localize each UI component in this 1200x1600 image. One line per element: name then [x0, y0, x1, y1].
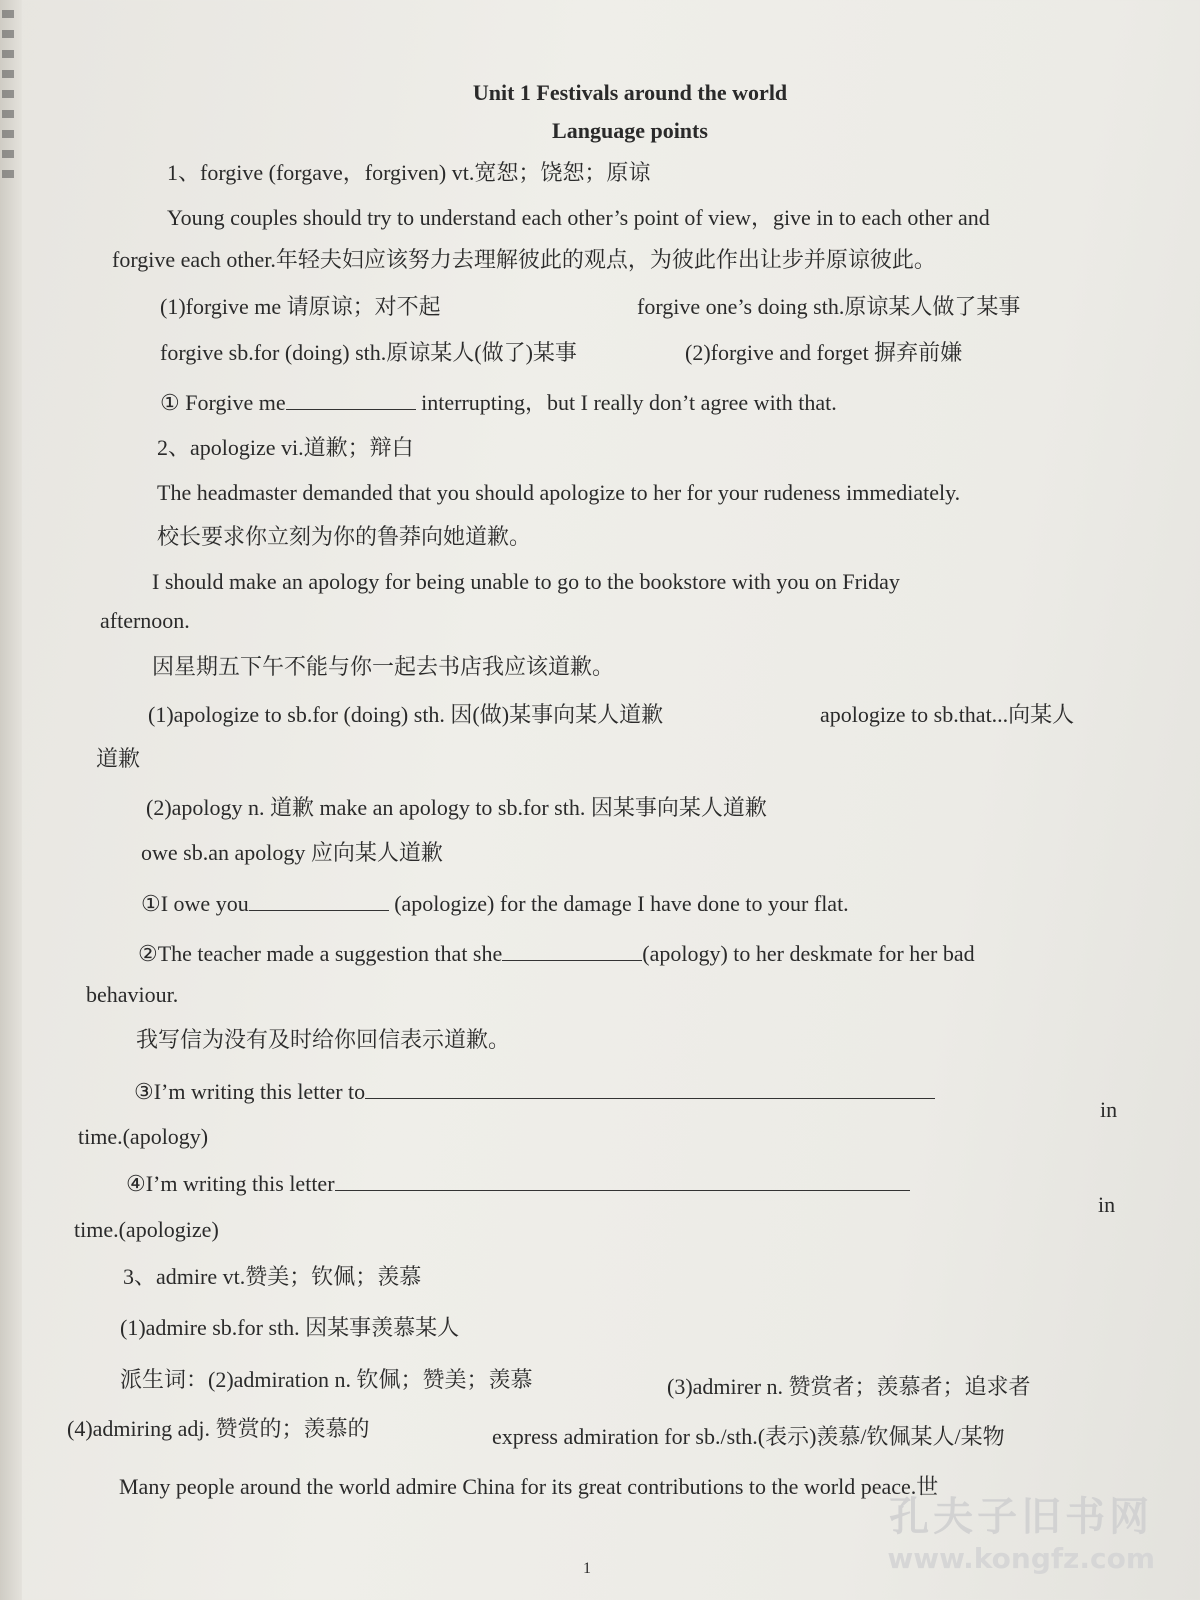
- answer-blank[interactable]: [286, 387, 416, 410]
- page-number: 1: [583, 1560, 591, 1577]
- watermark-url: www.kongfz.com: [887, 1542, 1155, 1575]
- section-title: Language points: [552, 118, 708, 143]
- text-line: (2)apology n. 道歉 make an apology to sb.for sth. 因某事向某人道歉: [146, 795, 767, 820]
- exercise-line: ①I owe you (apologize) for the damage I have done to your flat.: [141, 888, 849, 919]
- answer-blank[interactable]: [365, 1076, 935, 1099]
- text-line: 道歉: [96, 746, 141, 771]
- exercise-line: ②The teacher made a suggestion that she (apology) to her deskmate for her bad: [138, 938, 975, 969]
- text-line: time.(apology): [78, 1124, 209, 1149]
- text-line: apologize to sb.that...向某人: [820, 702, 1075, 727]
- text-line: in: [1098, 1192, 1116, 1217]
- text-line: (2)forgive and forget 摒弃前嫌: [685, 340, 963, 365]
- text-line: (3)admirer n. 赞赏者；羡慕者；追求者: [667, 1374, 1031, 1399]
- text-line: forgive sb.for (doing) sth.原谅某人(做了)某事: [160, 340, 577, 365]
- text-line: (1)forgive me 请原谅；对不起: [160, 294, 441, 319]
- text-line: in: [1100, 1097, 1118, 1122]
- answer-blank[interactable]: [335, 1168, 910, 1191]
- heading-apologize: 2、apologize vi.道歉；辩白: [157, 435, 414, 460]
- text-line: 因星期五下午不能与你一起去书店我应该道歉。: [152, 654, 615, 679]
- text-line: afternoon.: [100, 608, 190, 633]
- exercise-line: ① Forgive me interrupting，but I really don’t agree with that.: [160, 387, 837, 418]
- text-line: (1)apologize to sb.for (doing) sth. 因(做)某事向某人道歉: [148, 702, 664, 727]
- answer-blank[interactable]: [249, 888, 389, 911]
- text-line: owe sb.an apology 应向某人道歉: [141, 840, 443, 865]
- text-line: forgive one’s doing sth.原谅某人做了某事: [637, 294, 1021, 319]
- text-line: 我写信为没有及时给你回信表示道歉。: [136, 1027, 511, 1052]
- text-line: time.(apologize): [74, 1217, 219, 1242]
- exercise-line: ③I’m writing this letter to: [134, 1076, 935, 1107]
- watermark: [887, 1485, 1155, 1575]
- text-line: behaviour.: [86, 982, 179, 1007]
- text-line: I should make an apology for being unable to go to the bookstore with you on Friday: [152, 569, 900, 594]
- text-line: (1)admire sb.for sth. 因某事羡慕某人: [120, 1315, 460, 1340]
- text-line: forgive each other.年轻夫妇应该努力去理解彼此的观点，为彼此作出让步并原谅彼此。: [112, 247, 936, 272]
- exercise-line: ④I’m writing this letter: [126, 1168, 910, 1199]
- text-line: (4)admiring adj. 赞赏的；羡慕的: [67, 1416, 370, 1441]
- answer-blank[interactable]: [502, 938, 642, 961]
- text-line: Young couples should try to understand each other’s point of view，give in to each other and: [167, 205, 990, 230]
- text-line: express admiration for sb./sth.(表示)羡慕/钦佩某人/某物: [492, 1424, 1005, 1449]
- text-line: 校长要求你立刻为你的鲁莽向她道歉。: [157, 524, 532, 549]
- heading-admire: 3、admire vt.赞美；钦佩；羡慕: [123, 1264, 422, 1289]
- text-line: The headmaster demanded that you should apologize to her for your rudeness immediately.: [157, 480, 961, 505]
- text-line: 派生词：(2)admiration n. 钦佩；赞美；羡慕: [120, 1367, 533, 1392]
- unit-title: Unit 1 Festivals around the world: [472, 80, 788, 105]
- watermark-title: 孔夫子旧书网: [889, 1494, 1154, 1540]
- heading-forgive: 1、forgive (forgave，forgiven) vt.宽恕；饶恕；原谅: [167, 160, 651, 185]
- text-line: Many people around the world admire China for its great contributions to the world peace.世: [119, 1474, 939, 1499]
